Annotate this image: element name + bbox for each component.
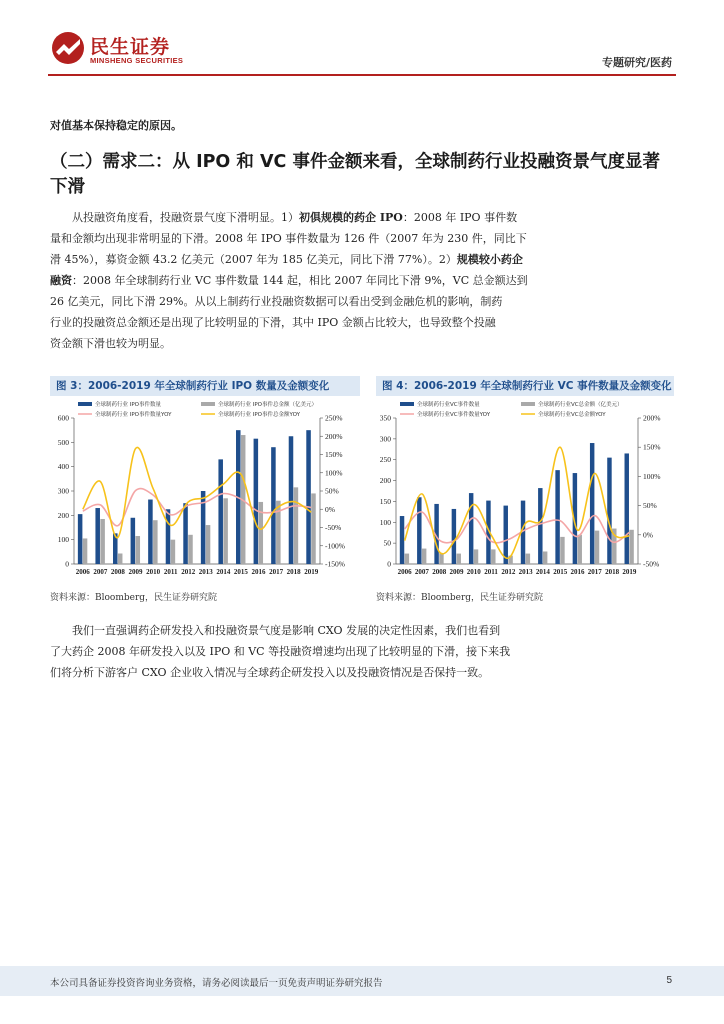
x-tick-label: 2015 <box>553 568 568 576</box>
bar-amount <box>629 530 633 564</box>
legend-swatch <box>521 402 535 406</box>
para1-emphasis: 融资 <box>50 274 72 287</box>
para1-emphasis: 初俱规模的药企 IPO <box>299 211 403 224</box>
bar-amount <box>188 535 193 564</box>
para2-line: 们将分析下游客户 CXO 企业收入情况与全球药企研发投入以及投融资情况是否保持一致。 <box>50 666 490 679</box>
left-tick-label: 50 <box>383 538 391 548</box>
legend-label: 全球制药行业VC总金额（亿美元） <box>538 402 623 408</box>
left-tick-label: 600 <box>57 413 69 423</box>
x-tick-label: 2012 <box>181 568 196 576</box>
left-tick-label: 0 <box>65 559 69 569</box>
right-tick-label: 100% <box>325 468 343 478</box>
x-tick-label: 2016 <box>570 568 585 576</box>
bar-count <box>218 459 223 564</box>
legend-label: 全球制药行业 IPO事件数量 <box>95 402 162 408</box>
x-tick-label: 2011 <box>163 568 178 576</box>
left-tick-label: 350 <box>379 413 391 423</box>
legend-label: 全球制药行业VC事件数量 <box>417 402 480 408</box>
x-tick-label: 2017 <box>587 568 602 576</box>
x-tick-label: 2017 <box>269 568 284 576</box>
bar-amount <box>474 549 478 564</box>
right-tick-label: 0% <box>643 530 653 540</box>
bar-amount <box>223 498 228 564</box>
right-tick-label: 50% <box>643 501 657 511</box>
x-tick-label: 2007 <box>414 568 429 576</box>
bar-count <box>417 497 421 564</box>
figure3-chart <box>50 398 365 580</box>
bar-count <box>78 514 83 564</box>
header-divider <box>48 74 676 76</box>
bar-count <box>555 470 559 564</box>
para1-line: 量和金额均出现非常明显的下滑。2008 年 IPO 事件数量为 126 件（2007 年为 230 件，同比下 <box>50 232 527 245</box>
logo-name-zh: 民生证券 <box>90 36 171 58</box>
x-tick-label: 2006 <box>75 568 90 576</box>
vc-chart-svg <box>376 398 676 580</box>
para1-line <box>50 207 680 228</box>
x-tick-label: 2014 <box>216 568 231 576</box>
x-tick-label: 2013 <box>198 568 213 576</box>
figure4-source: 资料来源：Bloomberg，民生证券研究院 <box>376 593 544 603</box>
bar-amount <box>439 553 443 564</box>
bar-count <box>452 509 456 564</box>
para2-line: 了大药企 2008 年研发投入以及 IPO 和 VC 等投融资增速均出现了比较明显的下滑，接下来我 <box>50 645 511 658</box>
bar-count <box>166 509 171 564</box>
para1-emphasis: 规模较小药企 <box>456 253 523 266</box>
bar-amount <box>294 487 299 564</box>
para1-text: ：2008 年全球制药行业 VC 事件数量 144 起，相比 2007 年同比下滑 9%，VC 总金额达到 <box>72 274 528 287</box>
x-tick-label: 2016 <box>251 568 266 576</box>
legend-label: 全球制药行业 IPO事件总金额（亿美元） <box>218 402 318 408</box>
logo-name-en: MINSHENG SECURITIES <box>90 56 184 65</box>
bar-count <box>400 516 404 564</box>
bar-amount <box>457 554 461 564</box>
right-tick-label: 250% <box>325 413 343 423</box>
x-tick-label: 2010 <box>146 568 161 576</box>
page-number: 5 <box>666 975 672 986</box>
x-tick-label: 2008 <box>432 568 447 576</box>
para1-line: 行业的投融资总金额还是出现了比较明显的下滑，其中 IPO 金额占比较大，也导致整个投融 <box>50 316 496 329</box>
bar-count <box>95 508 100 564</box>
x-tick-label: 2009 <box>128 568 143 576</box>
bar-count <box>306 430 311 564</box>
bar-count <box>254 439 259 564</box>
bar-count <box>504 506 508 564</box>
bar-count <box>625 453 629 564</box>
section-heading: （二）需求二：从 IPO 和 VC 事件金额来看，全球制药行业投融资景气度显著下滑 <box>50 152 660 197</box>
x-tick-label: 2018 <box>605 568 620 576</box>
report-category: 专题研究/医药 <box>601 56 672 69</box>
ipo-chart-svg <box>50 398 365 580</box>
legend-label: 全球制药行业 IPO事件总金额YOY <box>218 412 300 418</box>
right-tick-label: 0% <box>325 504 335 514</box>
bar-count <box>131 518 136 564</box>
bar-amount <box>491 549 495 564</box>
left-tick-label: 0 <box>387 559 391 569</box>
bar-count <box>538 488 542 564</box>
bar-amount <box>171 540 176 564</box>
bar-amount <box>100 519 105 564</box>
para1-line <box>50 249 680 270</box>
x-tick-label: 2008 <box>110 568 125 576</box>
x-tick-label: 2013 <box>518 568 533 576</box>
bar-amount <box>578 535 582 564</box>
left-tick-label: 100 <box>57 535 69 545</box>
bar-amount <box>118 553 123 564</box>
legend-swatch <box>400 402 414 406</box>
bar-count <box>469 493 473 564</box>
right-tick-label: 200% <box>325 431 343 441</box>
para1-line <box>50 270 680 291</box>
footer-disclaimer: 本公司具备证券投资咨询业务资格，请务必阅读最后一页免责声明证券研究报告 <box>50 978 383 989</box>
left-tick-label: 500 <box>57 437 69 447</box>
paragraph-investment <box>50 207 680 354</box>
x-tick-label: 2011 <box>484 568 498 576</box>
bar-count <box>183 503 188 564</box>
para1-line: 资金额下滑也较为明显。 <box>50 337 171 350</box>
paragraph-conclusion <box>50 620 680 683</box>
figure3-title: 图 3：2006-2019 年全球制药行业 IPO 数量及金额变化 <box>50 376 360 396</box>
right-tick-label: 50% <box>325 486 339 496</box>
left-tick-label: 100 <box>379 517 391 527</box>
x-tick-label: 2009 <box>449 568 464 576</box>
bar-amount <box>83 538 88 564</box>
right-tick-label: 200% <box>643 413 661 423</box>
bar-amount <box>543 551 547 564</box>
left-tick-label: 400 <box>57 462 69 472</box>
para1-text: 滑 45%），募资金额 43.2 亿美元（2007 年为 185 亿美元，同比下滑 77%）。2） <box>50 253 457 266</box>
bar-count <box>148 500 153 564</box>
x-tick-label: 2019 <box>304 568 319 576</box>
figure3-source: 资料来源：Bloomberg，民生证券研究院 <box>50 593 218 603</box>
right-tick-label: -50% <box>643 559 660 569</box>
right-tick-label: -100% <box>325 541 345 551</box>
para1-line: 26 亿美元，同比下滑 29%。从以上制药行业投融资数据可以看出受到金融危机的影响，制药 <box>50 295 503 308</box>
para2-line: 我们一直强调药企研发投入和投融资景气度是影响 CXO 发展的决定性因素，我们也看到 <box>72 624 501 637</box>
x-tick-label: 2014 <box>535 568 550 576</box>
bar-amount <box>560 537 564 564</box>
left-tick-label: 300 <box>379 434 391 444</box>
legend-swatch <box>78 402 92 406</box>
para1-text: ：2008 年 IPO 事件数 <box>402 211 518 224</box>
right-tick-label: 150% <box>643 442 661 452</box>
x-tick-label: 2006 <box>397 568 412 576</box>
bar-amount <box>153 520 158 564</box>
left-tick-label: 150 <box>379 496 391 506</box>
bar-amount <box>136 536 141 564</box>
left-tick-label: 250 <box>379 455 391 465</box>
para1-text: 从投融资角度看，投融资景气度下滑明显。1） <box>72 211 299 224</box>
legend-swatch <box>201 402 215 406</box>
brand-logo <box>50 30 200 70</box>
legend-label: 全球制药行业 IPO事件数量YOY <box>95 412 172 418</box>
bar-count <box>271 447 276 564</box>
left-tick-label: 300 <box>57 486 69 496</box>
logo-mark-icon <box>50 30 86 66</box>
figure4-chart <box>376 398 676 580</box>
legend-label: 全球制药行业VC总金额YOY <box>538 412 606 418</box>
bar-count <box>607 458 611 564</box>
right-tick-label: 100% <box>643 471 661 481</box>
lead-line: 对值基本保持稳定的原因。 <box>50 119 182 132</box>
bar-amount <box>595 531 599 564</box>
left-tick-label: 200 <box>57 510 69 520</box>
figure4-title: 图 4：2006-2019 年全球制药行业 VC 事件数量及金额变化 <box>376 376 674 396</box>
bar-amount <box>422 549 426 564</box>
x-tick-label: 2007 <box>93 568 108 576</box>
bar-amount <box>311 493 316 564</box>
x-tick-label: 2015 <box>233 568 248 576</box>
bar-count <box>590 443 594 564</box>
x-tick-label: 2018 <box>286 568 301 576</box>
right-tick-label: -50% <box>325 523 342 532</box>
bar-amount <box>526 554 530 564</box>
left-tick-label: 200 <box>379 476 391 486</box>
x-tick-label: 2012 <box>501 568 516 576</box>
bar-count <box>289 436 294 564</box>
right-tick-label: -150% <box>325 559 345 569</box>
right-tick-label: 150% <box>325 450 343 459</box>
bar-amount <box>206 525 211 564</box>
legend-label: 全球制药行业VC事件数量YOY <box>417 412 491 418</box>
x-tick-label: 2010 <box>466 568 481 576</box>
bar-amount <box>405 554 409 564</box>
x-tick-label: 2019 <box>622 568 637 576</box>
